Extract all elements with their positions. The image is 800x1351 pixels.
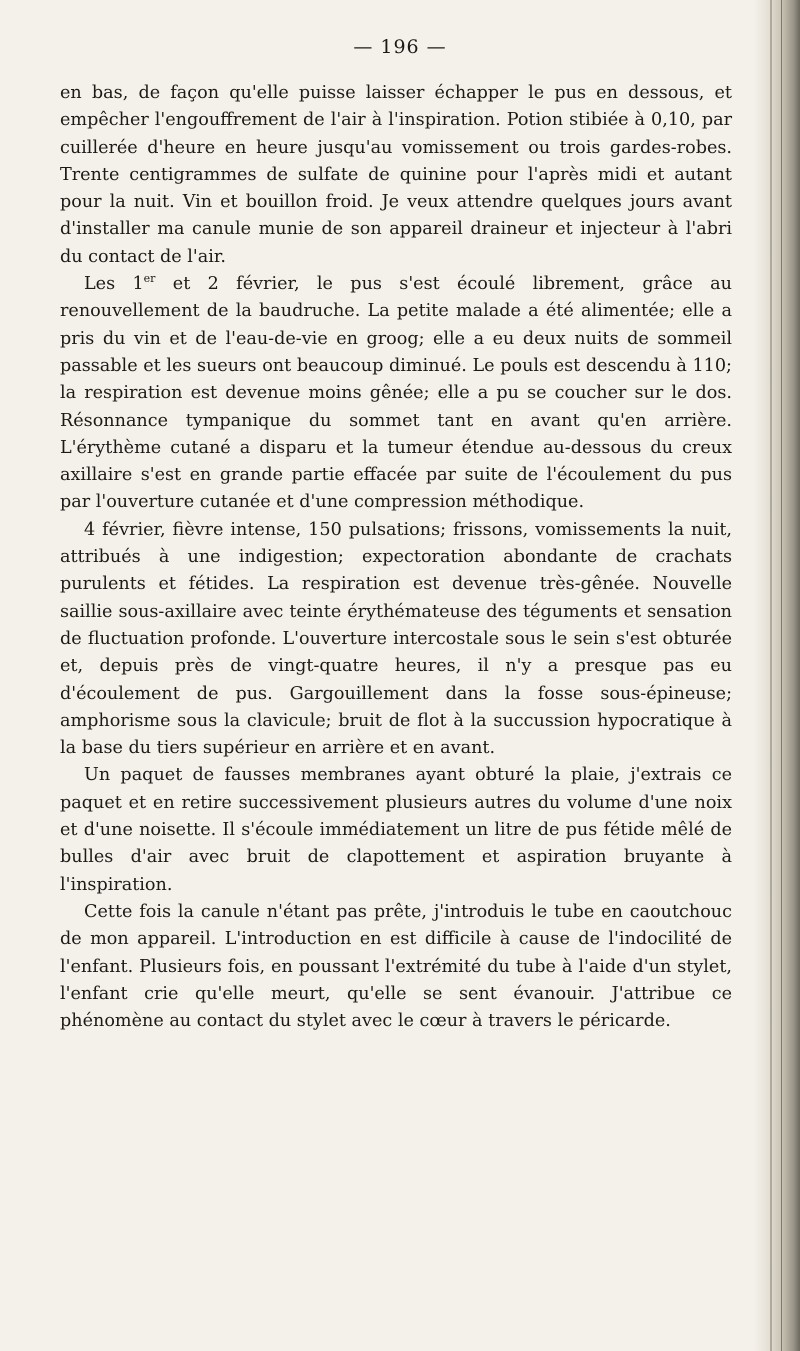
paragraph-2-superscript: er (143, 272, 156, 286)
body-text (60, 80, 732, 1035)
paragraph-2-lead: Les 1 (84, 274, 144, 295)
binding-line-outer (781, 0, 782, 1351)
paragraph-5: Cette fois la canule n'étant pas prête, j'introduis le tube en caoutchouc de mon appareil. L'introduction en est difficile à cause de l'indocilité de l'enfant. Plusieurs fois, en poussant l'extrémité du tube à l'aide d'un stylet, l'enfant crie qu'elle meurt, qu'elle se sent évanouir. J'attribue ce phénomène au contact du stylet avec le cœur à travers le péricarde. (60, 901, 732, 1032)
paragraph-4: Un paquet de fausses membranes ayant obturé la plaie, j'extrais ce paquet et en retire successivement plusieurs autres du volume d'une noix et d'une noisette. Il s'écoule immédiatement un litre de pus fétide mêlé de bulles d'air avec bruit de clapottement et aspiration bruyante à l'inspiration. (60, 765, 732, 895)
binding-line (770, 0, 772, 1351)
paragraph-2-rest: et 2 février, le pus s'est écoulé librement, grâce au renouvellement de la baudruche. La petite malade a été alimentée; elle a pris du vin et de l'eau-de-vie en groog; elle a eu deux nuits de sommeil passable et les sueurs ont beaucoup diminué. Le pouls est descendu à 110; la respiration est devenue moins gênée; elle a pu se coucher sur le dos. Résonnance tympanique du sommet tant en avant qu'en arrière. L'érythème cutané a disparu et la tumeur étendue au-dessous du creux axillaire s'est en grande partie effacée par suite de l'écoulement du pus par l'ouverture cutanée et d'une compression méthodique. (60, 274, 732, 513)
paragraph-2 (60, 271, 732, 517)
paragraph-1: en bas, de façon qu'elle puisse laisser échapper le pus en dessous, et empêcher l'engouffrement de l'air à l'inspiration. Potion stibiée à 0,10, par cuillerée d'heure en heure jusqu'au vomissement ou trois gardes-robes. Trente centigrammes de sulfate de quinine pour l'après midi et autant pour la nuit. Vin et bouillon froid. Je veux attendre quelques jours avant d'installer ma canule munie de son appareil draineur et injecteur à l'abri du contact de l'air. (60, 83, 732, 267)
page-binding-edge (754, 0, 800, 1351)
page-number: — 196 — (353, 36, 447, 58)
paragraph-3: 4 février, fièvre intense, 150 pulsations; frissons, vomissements la nuit, attribués à une indigestion; expectoration abondante de crachats purulents et fétides. La respiration est devenue très-gênée. Nouvelle saillie sous-axillaire avec teinte érythémateuse des téguments et sensation de fluctuation profonde. L'ouverture intercostale sous le sein s'est obturée et, depuis près de vingt-quatre heures, il n'y a presque pas eu d'écoulement de pus. Gargouillement dans la fosse sous-épineuse; amphorisme sous la clavicule; bruit de flot à la succussion hypocratique à la base du tiers supérieur en arrière et en avant. (60, 519, 732, 759)
